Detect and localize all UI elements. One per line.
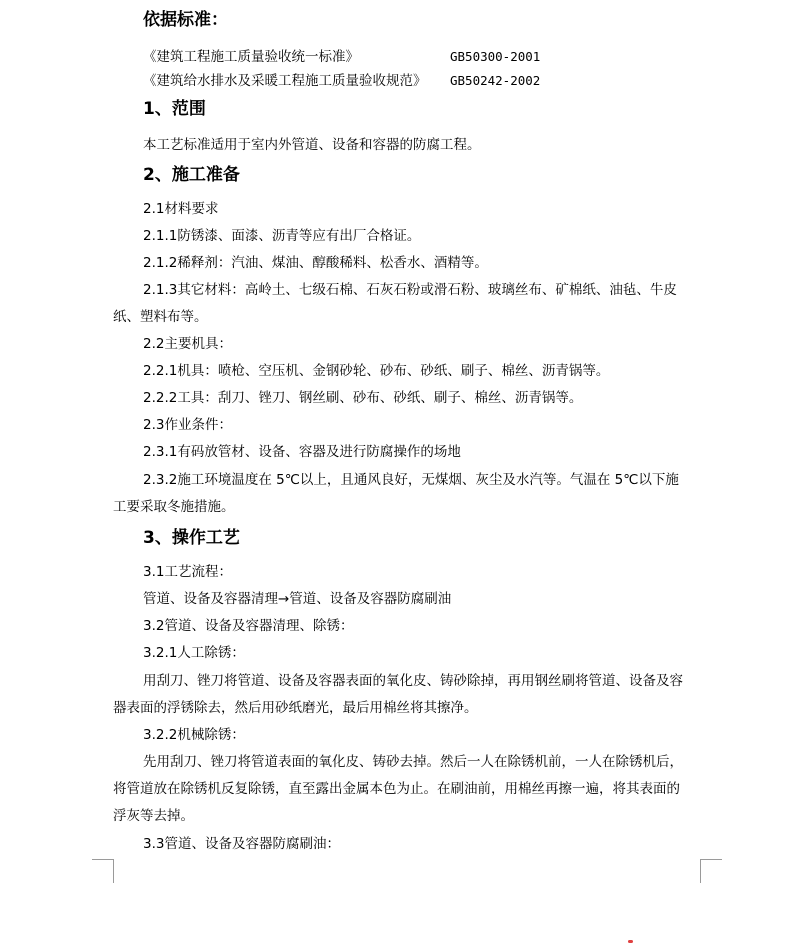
section2-line: 2.1.3其它材料：高岭土、七级石棉、石灰石粉或滑石粉、玻璃丝布、矿棉纸、油毡、牛皮 xyxy=(143,282,677,298)
section2-line: 2.1.1防锈漆、面漆、沥青等应有出厂合格证。 xyxy=(143,228,421,244)
section2-line: 工要采取冬施措施。 xyxy=(113,499,235,515)
section3-line: 3.1工艺流程： xyxy=(143,564,232,580)
crop-mark xyxy=(113,859,114,883)
section3-line: 3.2.2机械除锈： xyxy=(143,727,245,743)
section3-line: 用刮刀、锉刀将管道、设备及容器表面的氧化皮、铸砂除掉，再用钢丝刷将管道、设备及容 xyxy=(143,673,683,689)
section3-line: 将管道放在除锈机反复除锈，直至露出金属本色为止。在刷油前，用棉丝再擦一遍，将其表面的 xyxy=(113,781,680,797)
crop-mark xyxy=(700,859,722,860)
crop-mark xyxy=(92,859,114,860)
section3-title: 3、操作工艺 xyxy=(143,528,240,548)
section3-line: 浮灰等去掉。 xyxy=(113,808,194,824)
section2-line: 2.1材料要求 xyxy=(143,201,219,217)
standard-code: GB50242-2002 xyxy=(450,73,541,88)
section2-line: 纸、塑料布等。 xyxy=(113,309,208,325)
section2-line: 2.2主要机具： xyxy=(143,336,232,352)
section2-line: 2.1.2稀释剂：汽油、煤油、醇酸稀料、松香水、酒精等。 xyxy=(143,255,488,271)
standard-name: 《建筑给水排水及采暖工程施工质量验收规范》 xyxy=(143,73,427,89)
section3-line: 3.2管道、设备及容器清理、除锈： xyxy=(143,618,354,634)
basis-heading: 依据标准： xyxy=(143,10,228,30)
section3-line: 3.3管道、设备及容器防腐刷油： xyxy=(143,836,340,852)
section2-line: 2.2.2工具：刮刀、锉刀、钢丝刷、砂布、砂纸、刷子、棉丝、沥青锅等。 xyxy=(143,390,583,406)
section2-line: 2.2.1机具：喷枪、空压机、金钢砂轮、砂布、砂纸、刷子、棉丝、沥青锅等。 xyxy=(143,363,610,379)
section1-text: 本工艺标准适用于室内外管道、设备和容器的防腐工程。 xyxy=(143,137,481,153)
section1-title: 1、范围 xyxy=(143,99,206,119)
section3-line: 器表面的浮锈除去，然后用砂纸磨光，最后用棉丝将其擦净。 xyxy=(113,700,478,716)
section2-title: 2、施工准备 xyxy=(143,165,240,185)
section3-line: 先用刮刀、锉刀将管道表面的氧化皮、铸砂去掉。然后一人在除锈机前，一人在除锈机后， xyxy=(143,754,683,770)
section2-line: 2.3.2施工环境温度在 5℃以上，且通风良好，无煤烟、灰尘及水汽等。气温在 5℃以下施 xyxy=(143,472,679,488)
section2-line: 2.3.1有码放管材、设备、容器及进行防腐操作的场地 xyxy=(143,444,461,460)
standard-code: GB50300-2001 xyxy=(450,49,541,64)
section3-line: 管道、设备及容器清理→管道、设备及容器防腐刷油 xyxy=(143,591,452,607)
section2-line: 2.3作业条件： xyxy=(143,417,232,433)
standard-name: 《建筑工程施工质量验收统一标准》 xyxy=(143,49,359,65)
section3-line: 3.2.1人工除锈： xyxy=(143,645,245,661)
cursor-mark xyxy=(628,940,633,943)
crop-mark xyxy=(700,859,701,883)
